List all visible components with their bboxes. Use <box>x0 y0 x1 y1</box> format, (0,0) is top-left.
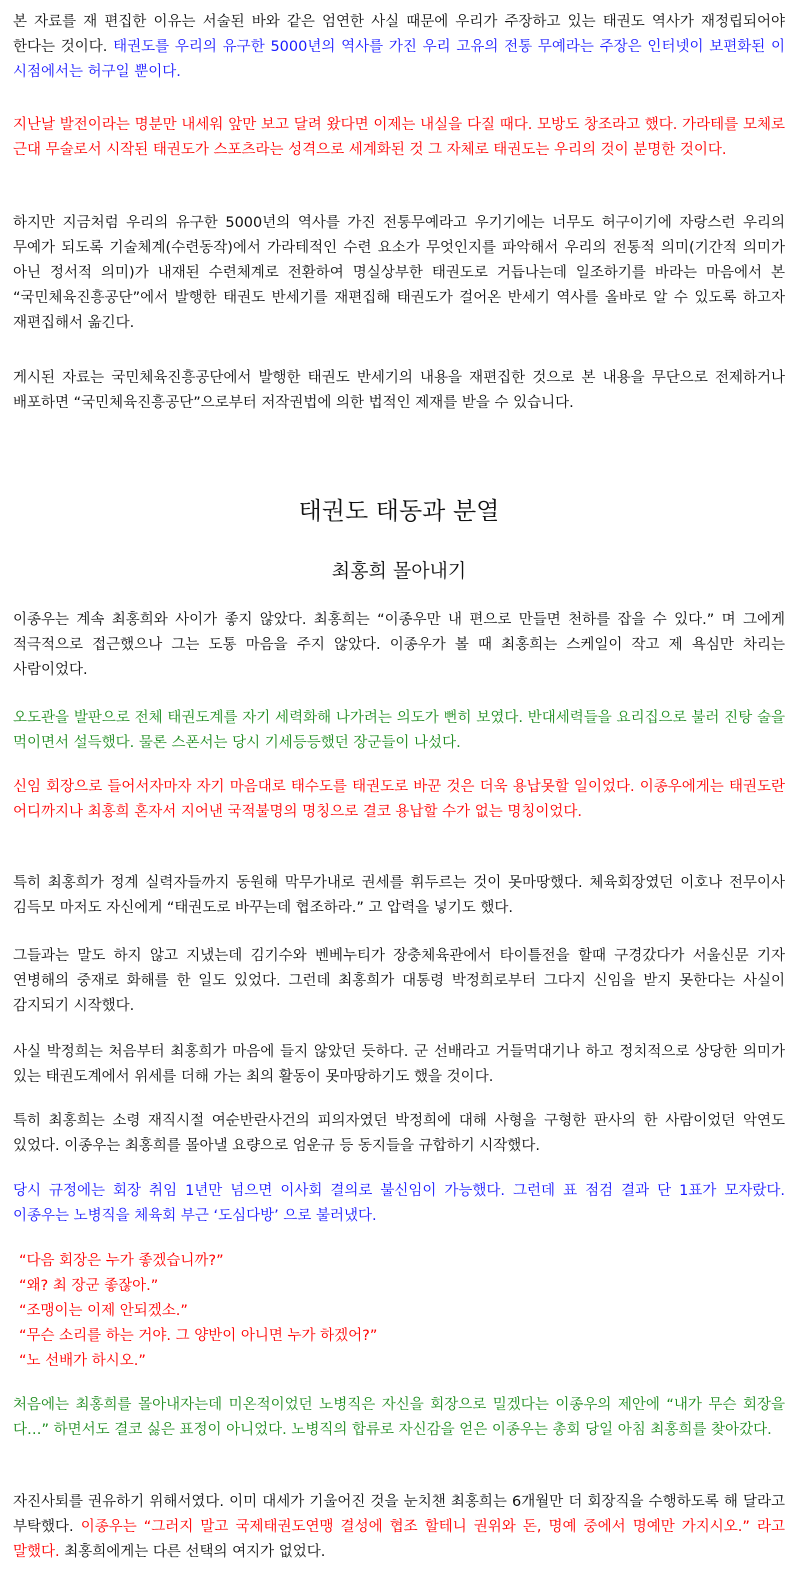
dialogue-line: “왜? 최 장군 좋잖아.” <box>19 1278 159 1294</box>
body-paragraph-3: 신임 회장으로 들어서자마자 자기 마음대로 태수도를 태권도로 바꾼 것은 더욱 용납못할 일이었다. 이종우에게는 태권도란 어디까지나 최홍희 혼자서 지어낸 국적불명의 명칭으로 결코 용납할 수가 없는 명칭이었다. <box>13 779 785 820</box>
dialogue-line: “무슨 소리를 하는 거야. 그 양반이 아니면 누가 하겠어?” <box>19 1328 378 1344</box>
dialogue-line: “노 선배가 하시오.” <box>19 1353 146 1369</box>
body-paragraph-10 <box>13 1490 785 1565</box>
dialogue-line: “조맹이는 이제 안되겠소.” <box>19 1303 188 1319</box>
body-paragraph-1: 이종우는 계속 최홍희와 사이가 좋지 않았다. 최홍희는 “이종우만 내 편으로 만들면 천하를 잡을 수 있다.” 며 그에게 적극적으로 접근했으나 그는 도통 마음을 주지 않았다. 이종우가 볼 때 최홍희는 스케일이 작고 제 욕심만 차리는 사람이었다. <box>13 612 785 678</box>
body-paragraph-10-text-start: 자진사퇴를 권유하기 위해서였다. 이미 대세가 기울어진 것을 눈치챈 최홍희는 6개월만 더 회장직을 수행하도록 해 달라고 부탁했다. <box>13 1494 785 1535</box>
dialogue-line: “다음 회장은 누가 좋겠습니까?” <box>19 1253 224 1269</box>
page-title: 태권도 태동과 분열 <box>298 497 500 525</box>
intro-paragraph-1-highlight: 태권도를 우리의 유구한 5000년의 역사를 가진 우리 고유의 전통 무예라는 주장은 인터넷이 보편화된 이 시점에서는 허구일 뿐이다. <box>13 39 785 80</box>
body-paragraph-7: 특히 최홍희는 소령 재직시절 여순반란사건의 피의자였던 박정희에 대해 사형을 구형한 판사의 한 사람이었던 악연도 있었다. 이종우는 최홍희를 몰아낼 요량으로 엄운규 등 동지들을 규합하기 시작했다. <box>13 1113 785 1154</box>
body-paragraph-2: 오도관을 발판으로 전체 태권도계를 자기 세력화해 나가려는 의도가 뻔히 보였다. 반대세력들을 요리집으로 불러 진탕 술을 먹이면서 설득했다. 물론 스폰서는 당시 기세등등했던 장군들이 나섰다. <box>13 710 785 751</box>
section-subtitle: 최홍희 몰아내기 <box>331 560 467 582</box>
body-paragraph-10-text-end: 최홍희에게는 다른 선택의 여지가 없었다. <box>59 1544 326 1560</box>
intro-paragraph-2: 지난날 발전이라는 명분만 내세워 앞만 보고 달려 왔다면 이제는 내실을 다질 때다. 모방도 창조라고 했다. 가라테를 모체로 근대 무술로서 시작된 태권도가 스포츠라는 성격으로 세계화된 것 그 자체로 태권도는 우리의 것이 분명한 것이다. <box>13 117 785 158</box>
intro-paragraph-1 <box>13 10 785 85</box>
body-paragraph-5: 그들과는 말도 하지 않고 지냈는데 김기수와 벤베누티가 장충체육관에서 타이틀전을 할때 구경갔다가 서울신문 기자 연병해의 중재로 화해를 한 일도 있었다. 그런데 최홍희가 대통령 박정희로부터 그다지 신임을 받지 못한다는 사실이 감지되기 시작했다. <box>13 948 785 1014</box>
intro-paragraph-1-text: 본 자료를 재 편집한 이유는 서술된 바와 같은 엄연한 사실 때문에 우리가 주장하고 있는 태권도 역사가 재정립되어야 한다는 것이다. <box>13 14 785 55</box>
body-paragraph-10-highlight: 이종우는 “그러지 말고 국제태권도연맹 결성에 협조 할테니 권위와 돈, 명예 중에서 명예만 가지시오.” 라고 말했다. <box>13 1519 786 1560</box>
dialogue-block <box>13 1249 791 1374</box>
body-paragraph-6: 사실 박정희는 처음부터 최홍희가 마음에 들지 않았던 듯하다. 군 선배라고 거들먹대기나 하고 정치적으로 상당한 의미가 있는 태권도계에서 위세를 더해 가는 최의 활동이 못마땅하기도 했을 것이다. <box>13 1044 785 1085</box>
body-paragraph-8: 당시 규정에는 회장 취임 1년만 넘으면 이사회 결의로 불신임이 가능했다. 그런데 표 점검 결과 단 1표가 모자랐다. 이종우는 노병직을 체육회 부근 ‘도심다방’ 으로 불러냈다. <box>13 1183 785 1224</box>
body-paragraph-4: 특히 최홍희가 정계 실력자들까지 동원해 막무가내로 권세를 휘두르는 것이 못마땅했다. 체육회장였던 이호나 전무이사 김득모 마저도 자신에게 “태권도로 바꾸는데 협조하라.” 고 압력을 넣기도 했다. <box>13 875 785 916</box>
intro-paragraph-3: 하지만 지금처럼 우리의 유구한 5000년의 역사를 가진 전통무예라고 우기기에는 너무도 허구이기에 자랑스런 우리의 무예가 되도록 기술체계(수련동작)에서 가라테적인 수련 요소가 무엇인지를 파악해서 우리의 전통적 의미(기간적 의미가 아닌 정서적 의미)가 내재된 수련체계로 전환하여 명실상부한 태권도로 거듭나는데 일조하기를 바라는 마음에서 본 “국민체육진흥공단”에서 발행한 태권도 반세기를 재편집해 태권도가 걸어온 반세기 역사를 올바로 알 수 있도록 하고자 재편집해서 옮긴다. <box>13 215 785 331</box>
intro-paragraph-4: 게시된 자료는 국민체육진흥공단에서 발행한 태권도 반세기의 내용을 재편집한 것으로 본 내용을 무단으로 전제하거나 배포하면 “국민체육진흥공단”으로부터 저작권법에 의한 법적인 제재를 받을 수 있습니다. <box>13 370 785 411</box>
body-paragraph-9: 처음에는 최홍희를 몰아내자는데 미온적이었던 노병직은 자신을 회장으로 밀겠다는 이종우의 제안에 “내가 무슨 회장을 다…” 하면서도 결코 싫은 표정이 아니었다. 노병직의 합류로 자신감을 얻은 이종우는 총회 당일 아침 최홍희를 찾아갔다. <box>13 1397 785 1438</box>
